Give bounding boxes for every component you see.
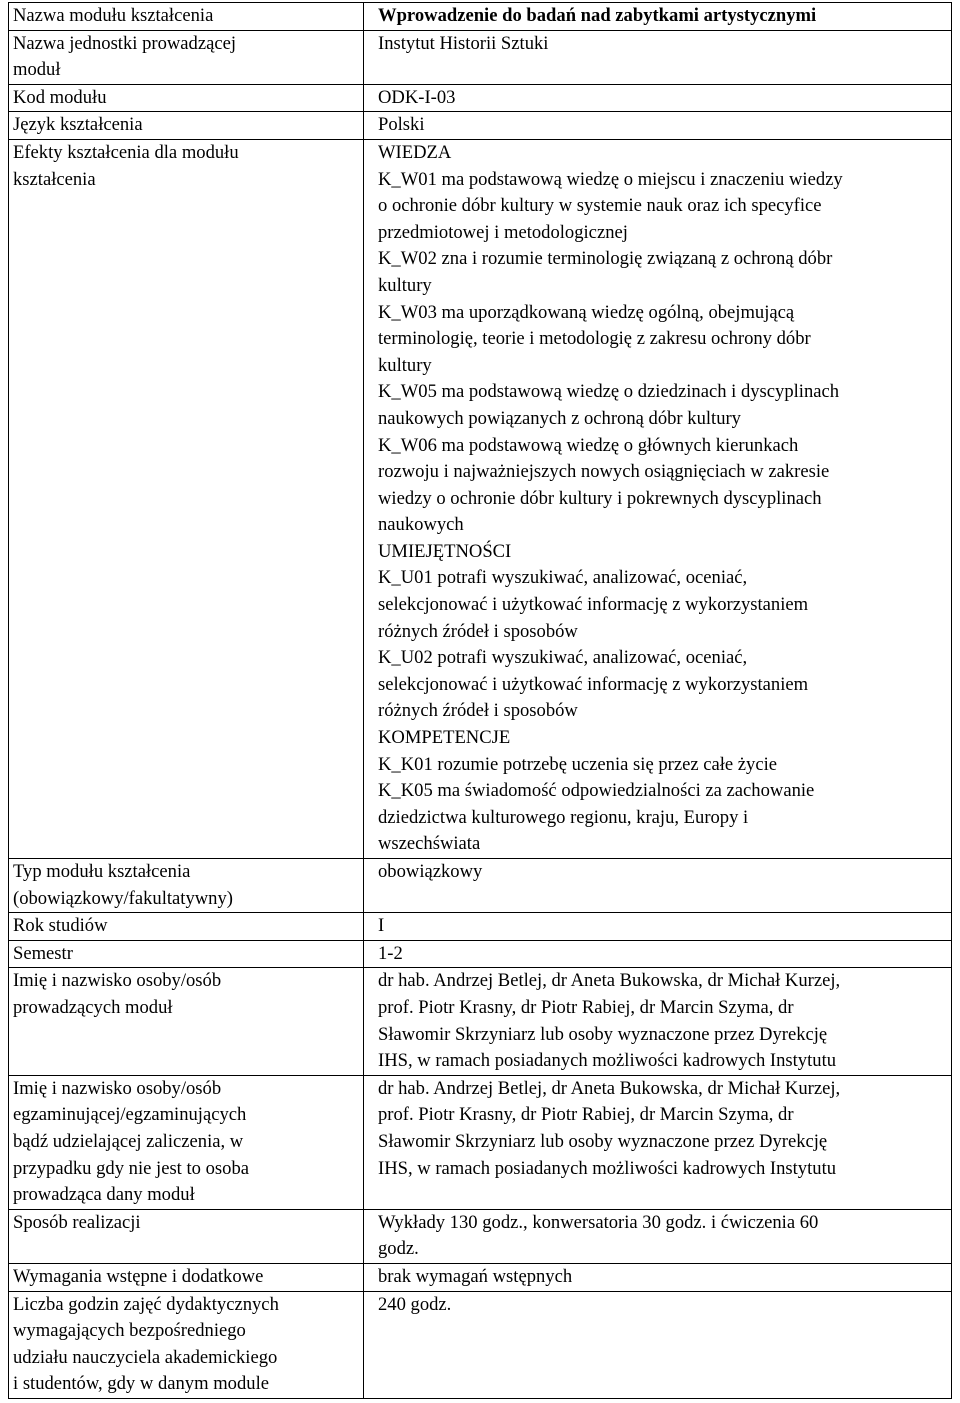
field-label-line: prowadząca dany moduł bbox=[13, 1184, 195, 1206]
field-value-cell bbox=[364, 913, 952, 941]
field-value-line: K_W05 ma podstawową wiedzę o dziedzinach i dyscyplinach bbox=[378, 381, 840, 403]
field-value-cell bbox=[364, 84, 952, 112]
field-label-cell bbox=[9, 1209, 364, 1263]
field-label-line: egzaminującej/egzaminujących bbox=[13, 1104, 247, 1126]
table-row bbox=[9, 968, 952, 1075]
field-label-cell bbox=[9, 1291, 364, 1398]
field-value-line: dziedzictwa kulturowego regionu, kraju, Europy i bbox=[378, 806, 749, 828]
field-label-line: Rok studiów bbox=[13, 915, 108, 937]
table-row bbox=[9, 112, 952, 140]
field-label-cell bbox=[9, 859, 364, 913]
table-row bbox=[9, 1291, 952, 1398]
field-label-line: bądź udzielającej zaliczenia, w bbox=[13, 1130, 244, 1152]
field-value-line: IHS, w ramach posiadanych możliwości kadrowych Instytutu bbox=[378, 1050, 837, 1072]
field-value-line: K_U02 potrafi wyszukiwać, analizować, oceniać, bbox=[378, 647, 748, 669]
field-value-line: rozwoju i najważniejszych nowych osiągnięciach w zakresie bbox=[378, 461, 830, 483]
field-label-line: i studentów, gdy w danym module bbox=[13, 1373, 269, 1395]
field-value-line: wszechświata bbox=[378, 833, 481, 855]
field-label-line: Imię i nazwisko osoby/osób bbox=[13, 970, 222, 992]
field-value-line: ODK-I-03 bbox=[378, 86, 456, 108]
field-label-line: Nazwa modułu kształcenia bbox=[13, 5, 214, 26]
table-row bbox=[9, 1209, 952, 1263]
field-value-cell bbox=[364, 940, 952, 968]
field-label-cell bbox=[9, 112, 364, 140]
table-row bbox=[9, 84, 952, 112]
table-row bbox=[9, 913, 952, 941]
field-value-cell bbox=[364, 3, 952, 31]
field-value-line: Wprowadzenie do badań nad zabytkami artystycznymi bbox=[378, 5, 817, 26]
field-label-cell bbox=[9, 30, 364, 84]
table-row bbox=[9, 30, 952, 84]
field-value-line: Sławomir Skrzyniarz lub osoby wyznaczone przez Dyrekcję bbox=[378, 1023, 828, 1045]
table-row bbox=[9, 940, 952, 968]
field-value-line: brak wymagań wstępnych bbox=[378, 1265, 573, 1287]
field-value-line: kultury bbox=[378, 274, 432, 296]
table-row bbox=[9, 1075, 952, 1209]
field-value-line: obowiązkowy bbox=[378, 861, 483, 882]
field-value-cell bbox=[364, 968, 952, 1075]
field-value-line: o ochronie dóbr kultury w systemie nauk oraz ich specyfice bbox=[378, 195, 822, 217]
field-label-line: wymagających bezpośredniego bbox=[13, 1320, 246, 1342]
field-value-cell bbox=[364, 859, 952, 913]
field-value-line: naukowych powiązanych z ochroną dóbr kultury bbox=[378, 407, 741, 429]
field-value-line: różnych źródeł i sposobów bbox=[378, 620, 578, 642]
field-label-line: przypadku gdy nie jest to osoba bbox=[13, 1157, 249, 1179]
field-label-line: Wymagania wstępne i dodatkowe bbox=[13, 1265, 264, 1287]
field-value-line: przedmiotowej i metodologicznej bbox=[378, 221, 628, 243]
field-value-line: dr hab. Andrzej Betlej, dr Aneta Bukowska, dr Michał Kurzej, bbox=[378, 1077, 841, 1099]
field-value-line: IHS, w ramach posiadanych możliwości kadrowych Instytutu bbox=[378, 1157, 837, 1179]
field-label-cell bbox=[9, 84, 364, 112]
field-value-line: Sławomir Skrzyniarz lub osoby wyznaczone przez Dyrekcję bbox=[378, 1130, 828, 1152]
field-value-line: K_W02 zna i rozumie terminologię związaną z ochroną dóbr bbox=[378, 248, 833, 270]
field-label-line: Imię i nazwisko osoby/osób bbox=[13, 1077, 222, 1099]
field-value-cell bbox=[364, 1209, 952, 1263]
field-value-line: wiedzy o ochronie dóbr kultury i pokrewnych dyscyplinach bbox=[378, 487, 822, 509]
field-value-line: K_K01 rozumie potrzebę uczenia się przez całe życie bbox=[378, 753, 778, 775]
field-value-cell bbox=[364, 1291, 952, 1398]
field-value-line: UMIEJĘTNOŚCI bbox=[378, 540, 512, 562]
field-value-cell bbox=[364, 1075, 952, 1209]
field-value-line: 240 godz. bbox=[378, 1293, 452, 1315]
field-label-line: Nazwa jednostki prowadzącej bbox=[13, 32, 237, 54]
field-value-line: różnych źródeł i sposobów bbox=[378, 700, 578, 722]
field-value-cell bbox=[364, 1263, 952, 1291]
field-value-line: dr hab. Andrzej Betlej, dr Aneta Bukowska, dr Michał Kurzej, bbox=[378, 970, 841, 992]
field-label-line: Efekty kształcenia dla modułu bbox=[13, 141, 239, 163]
field-value-line: WIEDZA bbox=[378, 141, 452, 163]
field-label-line: Język kształcenia bbox=[13, 114, 143, 136]
table-row bbox=[9, 3, 952, 31]
field-value-line: K_W06 ma podstawową wiedzę o głównych kierunkach bbox=[378, 434, 799, 456]
field-label-line: Sposób realizacji bbox=[13, 1211, 141, 1233]
table-body bbox=[9, 3, 952, 1399]
field-value-line: naukowych bbox=[378, 514, 464, 536]
field-label-line: udziału nauczyciela akademickiego bbox=[13, 1346, 278, 1368]
field-label-cell bbox=[9, 1263, 364, 1291]
field-value-line: K_W03 ma uporządkowaną wiedzę ogólną, obejmującą bbox=[378, 301, 795, 323]
field-label-line: Typ modułu kształcenia bbox=[13, 861, 191, 882]
field-label-line: moduł bbox=[13, 59, 61, 81]
field-value-line: Instytut Historii Sztuki bbox=[378, 32, 549, 54]
field-label-line: prowadzących moduł bbox=[13, 996, 173, 1018]
field-label-cell bbox=[9, 968, 364, 1075]
field-label-line: Liczba godzin zajęć dydaktycznych bbox=[13, 1293, 279, 1315]
field-label-line: (obowiązkowy/fakultatywny) bbox=[13, 887, 233, 909]
field-label-cell bbox=[9, 940, 364, 968]
field-value-line: prof. Piotr Krasny, dr Piotr Rabiej, dr Marcin Szyma, dr bbox=[378, 996, 794, 1018]
field-value-line: KOMPETENCJE bbox=[378, 727, 511, 749]
field-label-cell bbox=[9, 913, 364, 941]
table-row bbox=[9, 859, 952, 913]
field-value-cell bbox=[364, 139, 952, 858]
field-value-line: terminologię, teorie i metodologię z zakresu ochrony dóbr bbox=[378, 328, 811, 350]
field-value-line: K_U01 potrafi wyszukiwać, analizować, oceniać, bbox=[378, 567, 748, 589]
field-value-line: Wykłady 130 godz., konwersatoria 30 godz. i ćwiczenia 60 bbox=[378, 1211, 819, 1233]
field-label-line: kształcenia bbox=[13, 168, 96, 190]
field-label-cell bbox=[9, 3, 364, 31]
field-label-line: Semestr bbox=[13, 942, 73, 964]
field-label-line: Kod modułu bbox=[13, 86, 107, 108]
field-value-line: prof. Piotr Krasny, dr Piotr Rabiej, dr Marcin Szyma, dr bbox=[378, 1104, 794, 1126]
field-value-line: selekcjonować i użytkować informację z wykorzystaniem bbox=[378, 673, 809, 695]
table-row bbox=[9, 139, 952, 858]
field-label-cell bbox=[9, 139, 364, 858]
field-value-line: 1-2 bbox=[378, 942, 403, 964]
field-value-cell bbox=[364, 112, 952, 140]
module-syllabus-table bbox=[8, 2, 952, 1399]
field-value-line: Polski bbox=[378, 114, 425, 136]
field-label-cell bbox=[9, 1075, 364, 1209]
field-value-cell bbox=[364, 30, 952, 84]
field-value-line: kultury bbox=[378, 354, 432, 376]
field-value-line: selekcjonować i użytkować informację z wykorzystaniem bbox=[378, 594, 809, 616]
table-row bbox=[9, 1263, 952, 1291]
field-value-line: K_K05 ma świadomość odpowiedzialności za zachowanie bbox=[378, 780, 815, 802]
field-value-line: I bbox=[378, 915, 385, 937]
field-value-line: godz. bbox=[378, 1238, 419, 1260]
field-value-line: K_W01 ma podstawową wiedzę o miejscu i znaczeniu wiedzy bbox=[378, 168, 843, 190]
